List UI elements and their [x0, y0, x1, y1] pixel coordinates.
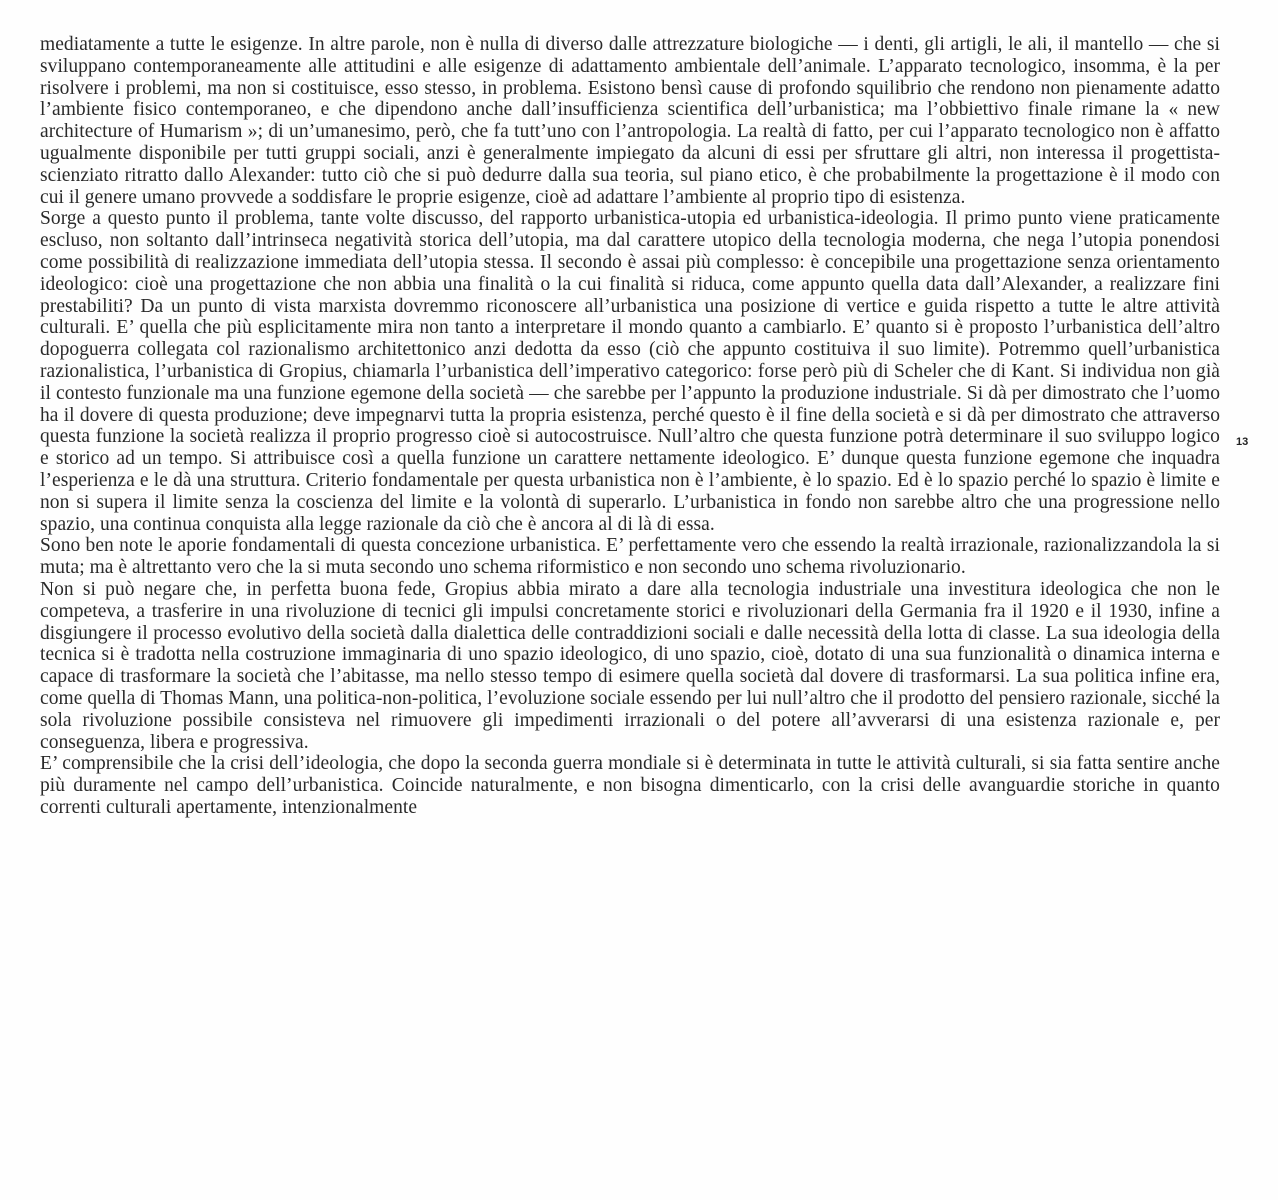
paragraph-4: Non si può negare che, in perfetta buona fede, Gropius abbia mirato a dare alla tecnologia industriale una investitura ideologica che non le competeva, a trasferire in una rivoluzione di tecnici gli impulsi concretamente storici e rivoluzionari della Germania fra il 1920 e il 1930, infine a disgiungere il processo evolutivo della società dalla dialettica delle contraddizioni sociali e dalle necessità della lotta di classe. La sua ideologia della tecnica si è tradotta nella costruzione immaginaria di uno spazio ideologico, di uno spazio, cioè, dotato di una sua funzionalità o dinamica interna e capace di trasformare la società che l’abitasse, ma nello stesso tempo di esimere quella società dal dovere di trasformarsi. La sua politica infine era, come quella di Thomas Mann, una politica-non-politica, l’evoluzione sociale essendo per lui null’altro che il prodotto del pensiero razionale, sicché la sola rivoluzione possibile consisteva nel rimuovere gli impedimenti irrazionali o del potere all’avverarsi di una esistenza razionale e, per conseguenza, libera e progressiva.: [40, 578, 1220, 753]
paragraph-2: Sorge a questo punto il problema, tante volte discusso, del rapporto urbanistica-utopia ed urbanistica-ideologia. Il primo punto viene praticamente escluso, non soltanto dall’intrinseca negatività storica dell’utopia, ma dal carattere utopico della tecnologia moderna, che nega l’utopia ponendosi come possibilità di realizzazione immediata dell’utopia stessa. Il secondo è assai più complesso: è concepibile una progettazione senza orientamento ideologico: cioè una progettazione che non abbia una finalità o la cui finalità si riduca, come appunto quella data dall’Alexander, a realizzare fini prestabiliti? Da un punto di vista marxista dovremmo riconoscere all’urbanistica una posizione di vertice e guida rispetto a tutte le altre attività culturali. E’ quella che più esplicitamente mira non tanto a interpretare il mondo quanto a cambiarlo. E’ quanto si è proposto l’urbanistica dell’altro dopoguerra collegata col razionalismo architettonico anzi dedotta da esso (ciò che appunto costituiva il suo limite). Potremmo quell’urbanistica razionalistica, l’urbanistica di Gropius, chiamarla l’urbanistica dell’imperativo categorico: forse però più di Scheler che di Kant. Si individua non già il contesto funzionale ma una funzione egemone della società — che sarebbe per l’appunto la produzione industriale. Si dà per dimostrato che l’uomo ha il dovere di questa produzione; deve impegnarvi tutta la propria esistenza, perché questo è il fine della società e si dà per dimostrato che attraverso questa funzione la società realizza il proprio progresso cioè si autocostruisce. Null’altro che questa funzione potrà determinare il suo sviluppo logico e storico ad un tempo. Si attribuisce così a quella funzione un carattere nettamente ideologico. E’ dunque questa funzione egemone che inquadra l’esperienza e le dà una struttura. Criterio fondamentale per questa urbanistica non è l’ambiente, è lo spazio. Ed è lo spazio perché lo spazio è limite e non si supera il limite senza la coscienza del limite e la volontà di superarlo. L’urbanistica in fondo non sarebbe altro che una progressione nello spazio, una continua conquista alla legge razionale da ciò che è ancora al di là di essa.: [40, 208, 1220, 535]
paragraph-3: Sono ben note le aporie fondamentali di questa concezione urbanistica. E’ perfettamente vero che essendo la realtà irrazionale, razionalizzandola la si muta; ma è altrettanto vero che la si muta secondo uno schema riformistico e non secondo uno schema rivoluzionario.: [40, 535, 1220, 579]
body-text: [40, 34, 1220, 819]
paragraph-1: mediatamente a tutte le esigenze. In altre parole, non è nulla di diverso dalle attrezzature biologiche — i denti, gli artigli, le ali, il mantello — che si sviluppano contemporaneamente alle attitudini e alle esigenze di adattamento ambientale dell’animale. L’apparato tecnologico, insomma, è la per risolvere i problemi, ma non si costituisce, esso stesso, in problema. Esistono bensì cause di profondo squilibrio che rendono non pienamente adatto l’ambiente fisico contemporaneo, e che dipendono anche dall’insufficienza scientifica dell’urbanistica; ma l’obbiettivo finale rimane la « new architecture of Humarism »; di un’umanesimo, però, che fa tutt’uno con l’antropologia. La realtà di fatto, per cui l’apparato tecnologico non è affatto ugualmente disponibile per tutti gruppi sociali, anzi è generalmente impiegato da alcuni di essi per sfruttare gli altri, non interessa il progettista-scienziato ritratto dallo Alexander: tutto ciò che si può dedurre dalla sua teoria, sul piano etico, è che probabilmente la progettazione è il modo con cui il genere umano provvede a soddisfare le proprie esigenze, cioè ad adattare l’ambiente al proprio tipo di esistenza.: [40, 34, 1220, 208]
page-number: 13: [1236, 436, 1249, 448]
paragraph-5: E’ comprensibile che la crisi dell’ideologia, che dopo la seconda guerra mondiale si è determinata in tutte le attività culturali, si sia fatta sentire anche più duramente nel campo dell’urbanistica. Coincide naturalmente, e non bisogna dimenticarlo, con la crisi delle avanguardie storiche in quanto correnti culturali apertamente, intenzionalmente: [40, 753, 1220, 818]
